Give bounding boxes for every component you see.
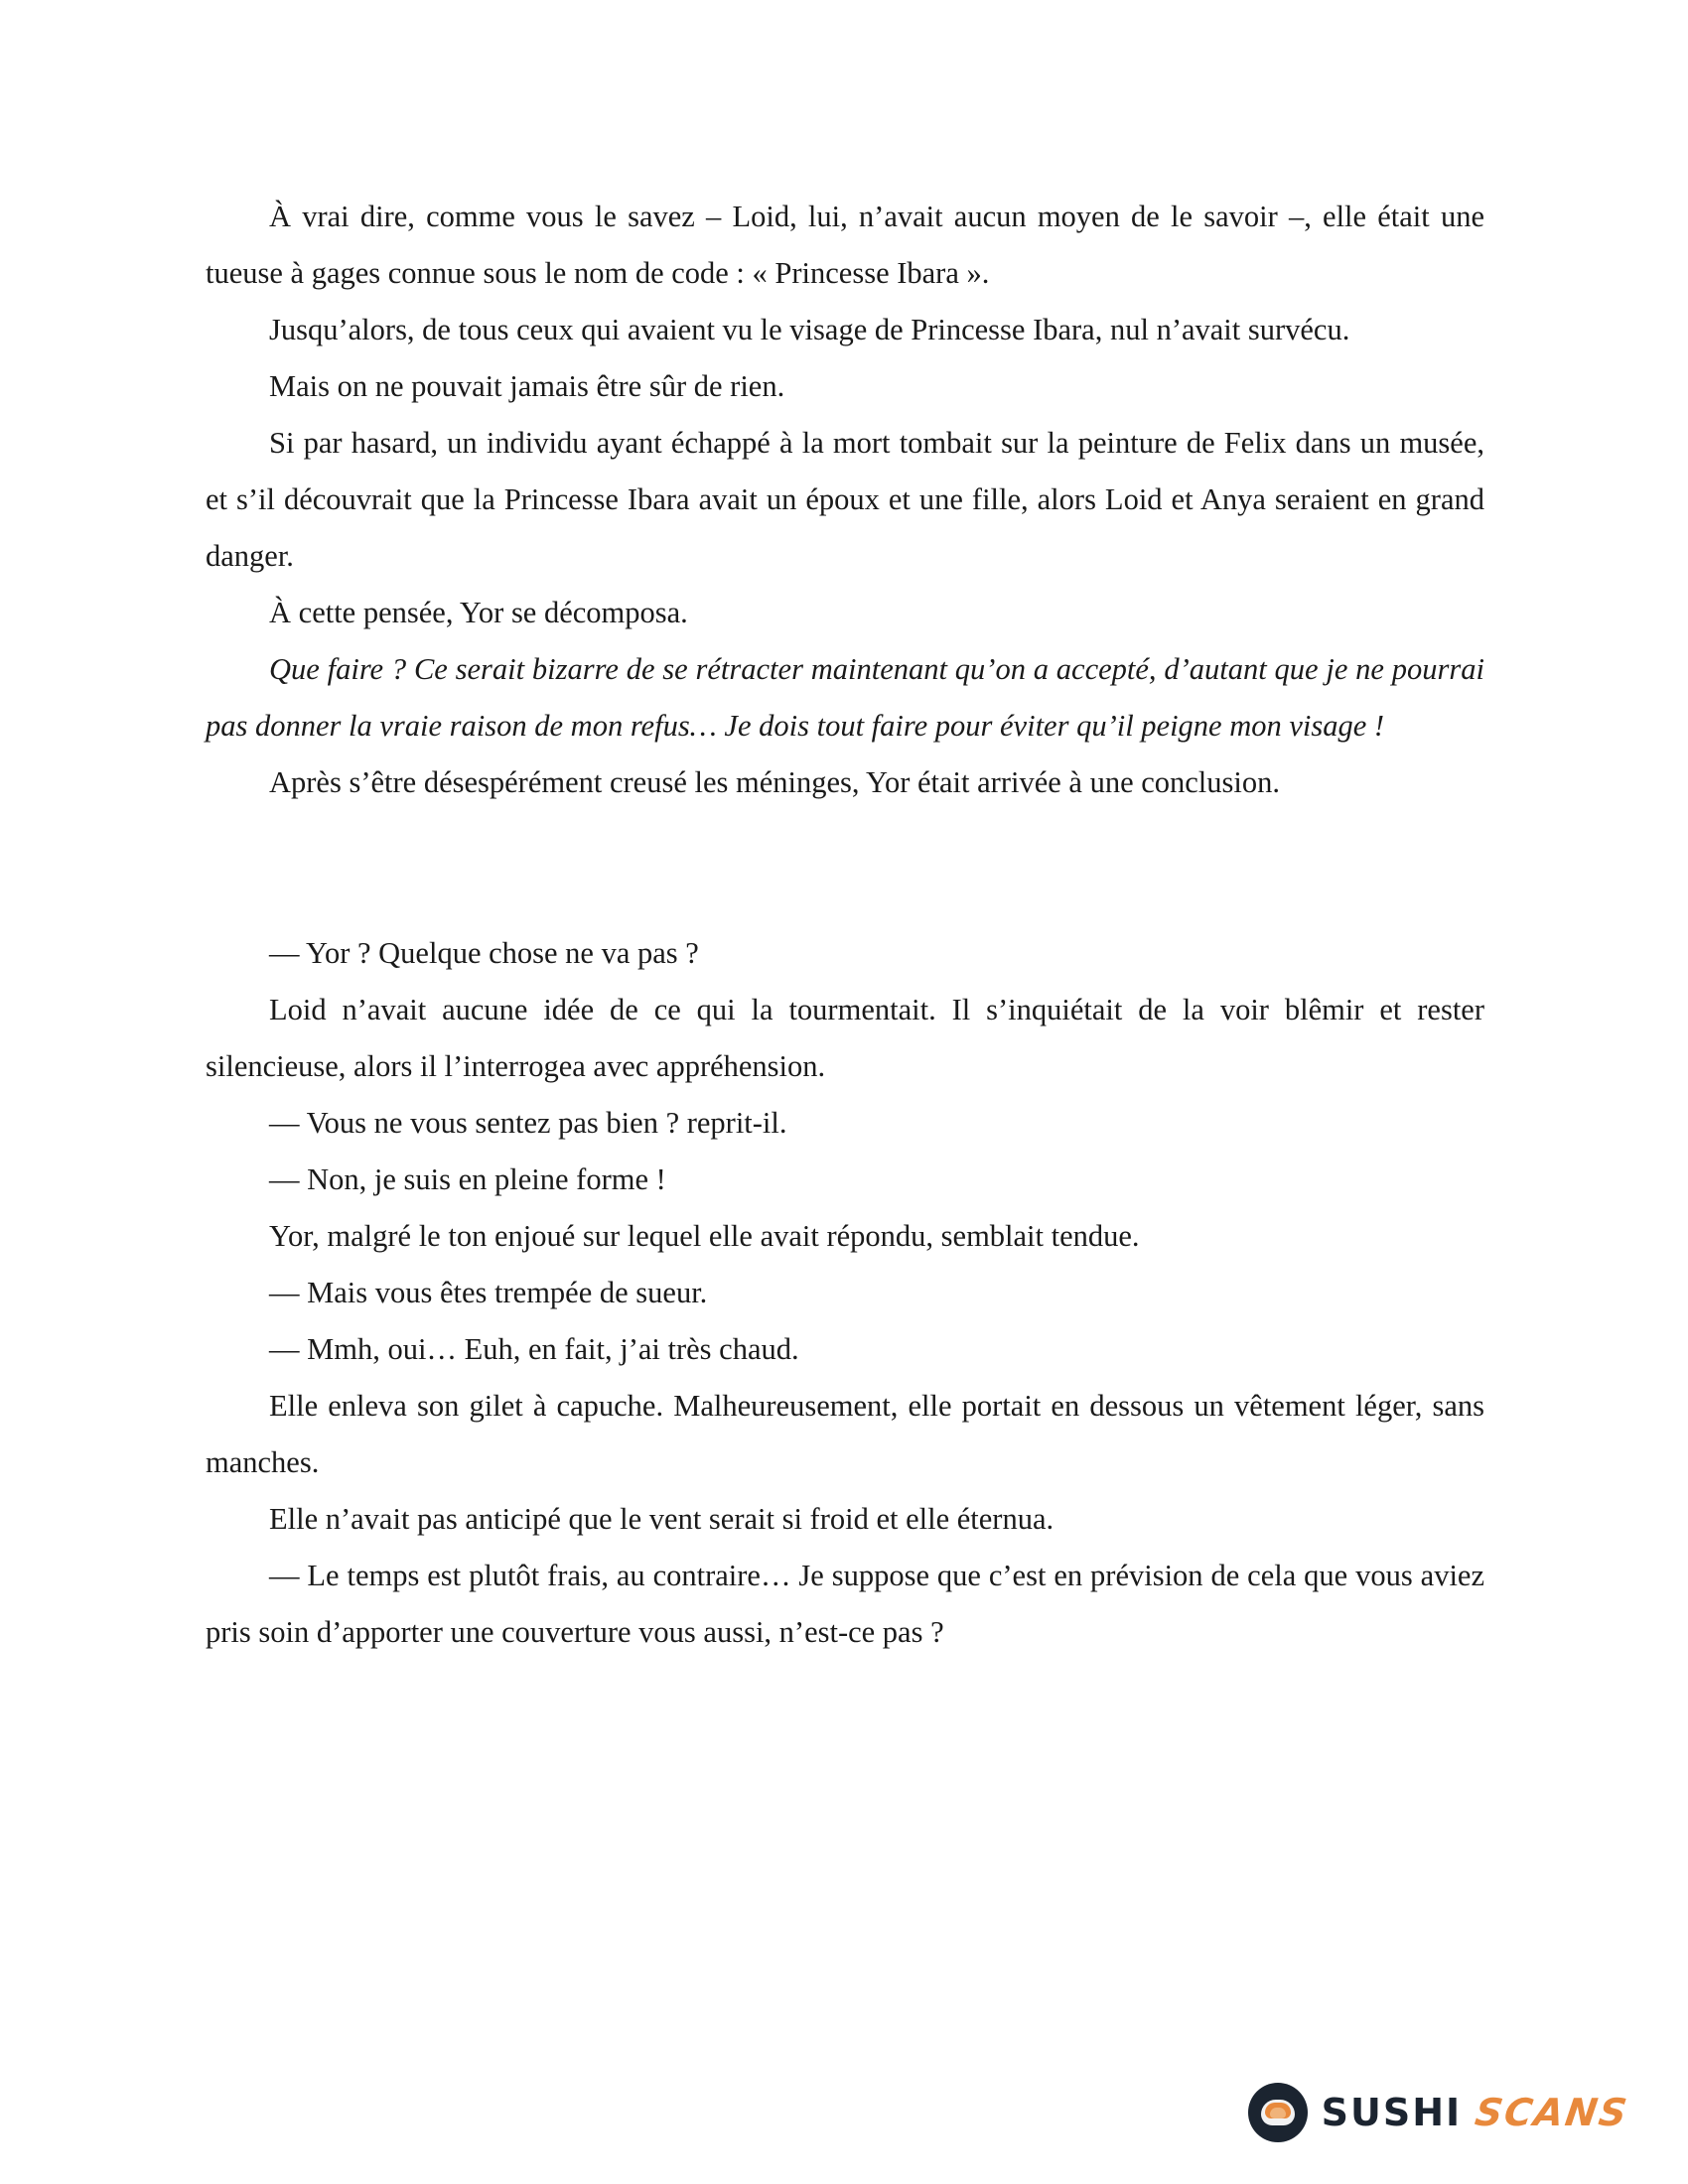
paragraph-dialogue: — Mmh, oui… Euh, en fait, j’ai très chaud.: [269, 1332, 799, 1366]
watermark-word-secondary: SCANS: [1473, 2091, 1632, 2134]
paragraph-dialogue: — Non, je suis en pleine forme !: [269, 1162, 666, 1196]
watermark-word-primary: SUSHI: [1321, 2091, 1463, 2134]
sushi-glyph: [1261, 2100, 1295, 2125]
paragraph-dialogue: — Le temps est plutôt frais, au contraire… Je suppose que c’est en prévision de cela que vous aviez pris soin d’apporter une couverture vous aussi, n’est-ce pas ?: [206, 1559, 1484, 1649]
paragraph: Elle n’avait pas anticipé que le vent serait si froid et elle éternua.: [269, 1502, 1055, 1536]
paragraph: Après s’être désespérément creusé les méninges, Yor était arrivée à une conclusion.: [269, 765, 1280, 799]
scene-break: [206, 811, 1484, 925]
paragraph-dialogue: — Mais vous êtes trempée de sueur.: [269, 1276, 708, 1309]
paragraph: Si par hasard, un individu ayant échappé à la mort tombait sur la peinture de Felix dans un musée, et s’il découvrait que la Princesse Ibara avait un époux et une fille, alors Loid et Anya seraient en grand danger.: [206, 426, 1484, 573]
paragraph: À vrai dire, comme vous le savez – Loid, lui, n’avait aucun moyen de le savoir –, elle était une tueuse à gages connue sous le nom de code : « Princesse Ibara ».: [206, 200, 1484, 290]
paragraph: À cette pensée, Yor se décomposa.: [269, 596, 688, 629]
paragraph: Jusqu’alors, de tous ceux qui avaient vu le visage de Princesse Ibara, nul n’avait survécu.: [269, 313, 1350, 346]
sushi-icon: [1248, 2083, 1308, 2142]
body-text-column: [206, 189, 1484, 1661]
paragraph: Yor, malgré le ton enjoué sur lequel elle avait répondu, semblait tendue.: [269, 1219, 1140, 1253]
paragraph-dialogue: — Vous ne vous sentez pas bien ? reprit-il.: [269, 1106, 787, 1140]
watermark-logo: [1248, 2083, 1632, 2142]
paragraph: Mais on ne pouvait jamais être sûr de rien.: [269, 369, 785, 403]
paragraph-dialogue: — Yor ? Quelque chose ne va pas ?: [269, 936, 699, 970]
paragraph: Elle enleva son gilet à capuche. Malheureusement, elle portait en dessous un vêtement léger, sans manches.: [206, 1389, 1484, 1479]
paragraph-inner-monologue: Que faire ? Ce serait bizarre de se rétracter maintenant qu’on a accepté, d’autant que je ne pourrai pas donner la vraie raison de mon refus… Je dois tout faire pour éviter qu’il peigne mon visage !: [206, 652, 1484, 743]
paragraph: Loid n’avait aucune idée de ce qui la tourmentait. Il s’inquiétait de la voir blêmir et rester silencieuse, alors il l’interrogea avec appréhension.: [206, 993, 1484, 1083]
